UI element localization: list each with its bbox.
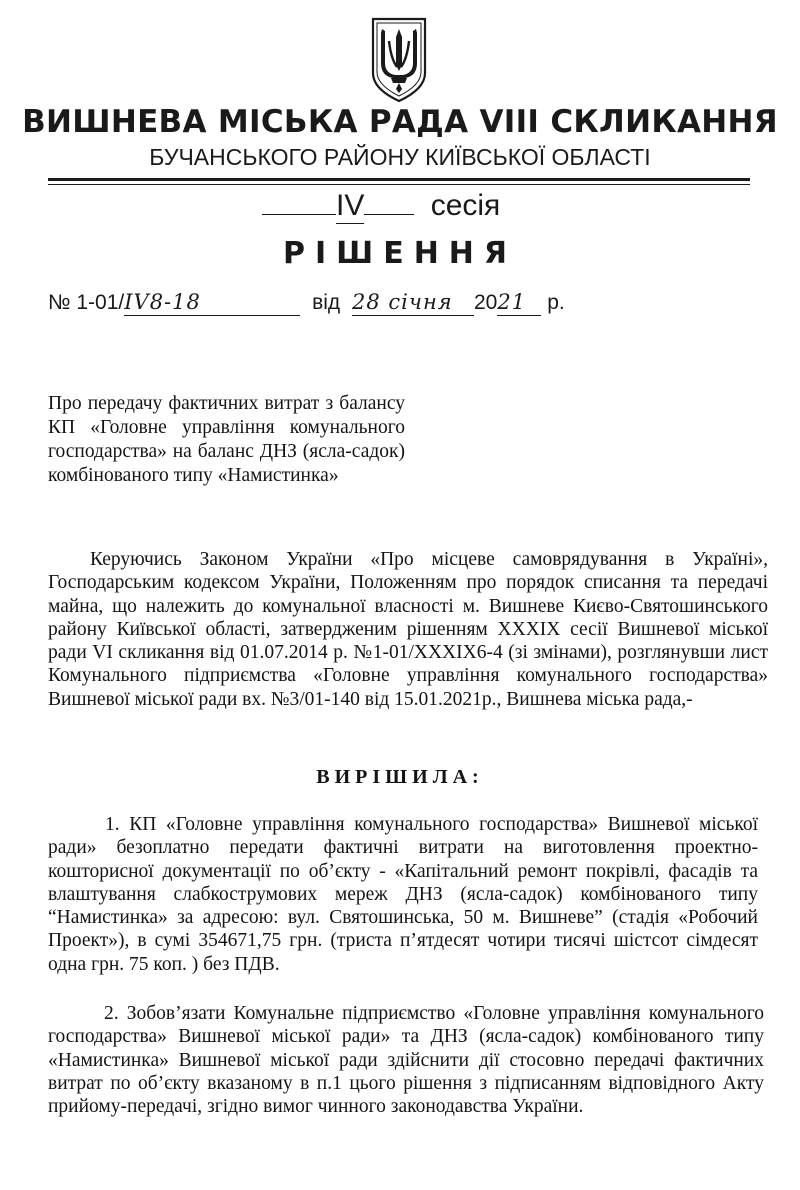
decision-subject: Про передачу фактичних витрат з балансу КП «Головне управління комунального господарства» на баланс ДНЗ (ясла-садок) комбінованого типу «Намистинка» (48, 393, 405, 486)
year-handwritten: 21 (497, 290, 527, 314)
header-divider-thin (48, 184, 750, 185)
preamble-paragraph: Керуючись Законом України «Про місцеве самоврядування в Україні», Господарським кодексом України, Положенням про порядок списання та передачі майна, що належить до комунальної власності м. Вишневе Києво-Святошинського району Київської області, затвердженим рішенням XXXIX сесії Вишневої міської ради VI скликання від 01.07.2014 р. №1-01/XXXIX6-4 (зі змінами), розглянувши лист Комунального підприємства «Головне управління комунального господарства» Вишневої міської ради вх. №3/01-140 від 15.01.2021р., Вишнева міська рада,- (48, 549, 768, 710)
date-prefix: від (312, 291, 341, 314)
header-divider (48, 178, 750, 181)
decision-number-line (48, 290, 565, 316)
date-field (352, 290, 474, 316)
trident-emblem-icon (369, 15, 429, 103)
decision-number-handwritten: IV8-18 (124, 290, 201, 314)
date-handwritten: 28 січня (352, 290, 453, 314)
council-title: ВИШНЕВА МІСЬКА РАДА VIII СКЛИКАННЯ (22, 104, 778, 140)
year-prefix: 20 (474, 291, 498, 314)
session-number: IV (336, 189, 365, 222)
council-subtitle: БУЧАНСЬКОГО РАЙОНУ КИЇВСЬКОЇ ОБЛАСТІ (149, 144, 651, 170)
resolution-item-1: 1. КП «Головне управління комунального господарства» Вишневої міської ради» безоплатно передати фактичні витрати на виготовлення проектно-кошторисної документації по об’єкту - «Капітальний ремонт покрівлі, фасадів та влаштування слабкострумових мереж ДНЗ (ясла-садок) комбінованого типу “Намистинка» за адресою: вул. Святошинська, 50 м. Вишневе” (стадія «Робочий Проект»), в сумі 354671,75 грн. (триста п’ятдесят чотири тисячі шістсот сімдесят одна грн. 75 коп. ) без ПДВ. (48, 814, 758, 975)
decision-number-prefix: № 1-01/ (48, 291, 125, 314)
session-blank-right (364, 188, 414, 215)
year-field (497, 290, 541, 316)
resolved-heading: ВИРІШИЛА: (316, 766, 484, 788)
year-suffix: р. (547, 291, 565, 314)
session-blank-left (262, 188, 336, 215)
resolution-item-2: 2. Зобов’язати Комунальне підприємство «Головне управління комунального господарства» Вишневої міської ради» та ДНЗ (ясла-садок) комбінованого типу «Намистинка» Вишневої міської ради здійснити дії стосовно передачі фактичних витрат по об’єкту вказаному в п.1 цього рішення з підписанням відповідного Акту прийому-передачі, згідно вимог чинного законодавства України. (48, 1003, 764, 1118)
session-label: сесія (430, 189, 501, 222)
decision-number-field (124, 290, 300, 316)
session-line (262, 188, 500, 224)
decision-title: РІШЕННЯ (282, 236, 518, 271)
